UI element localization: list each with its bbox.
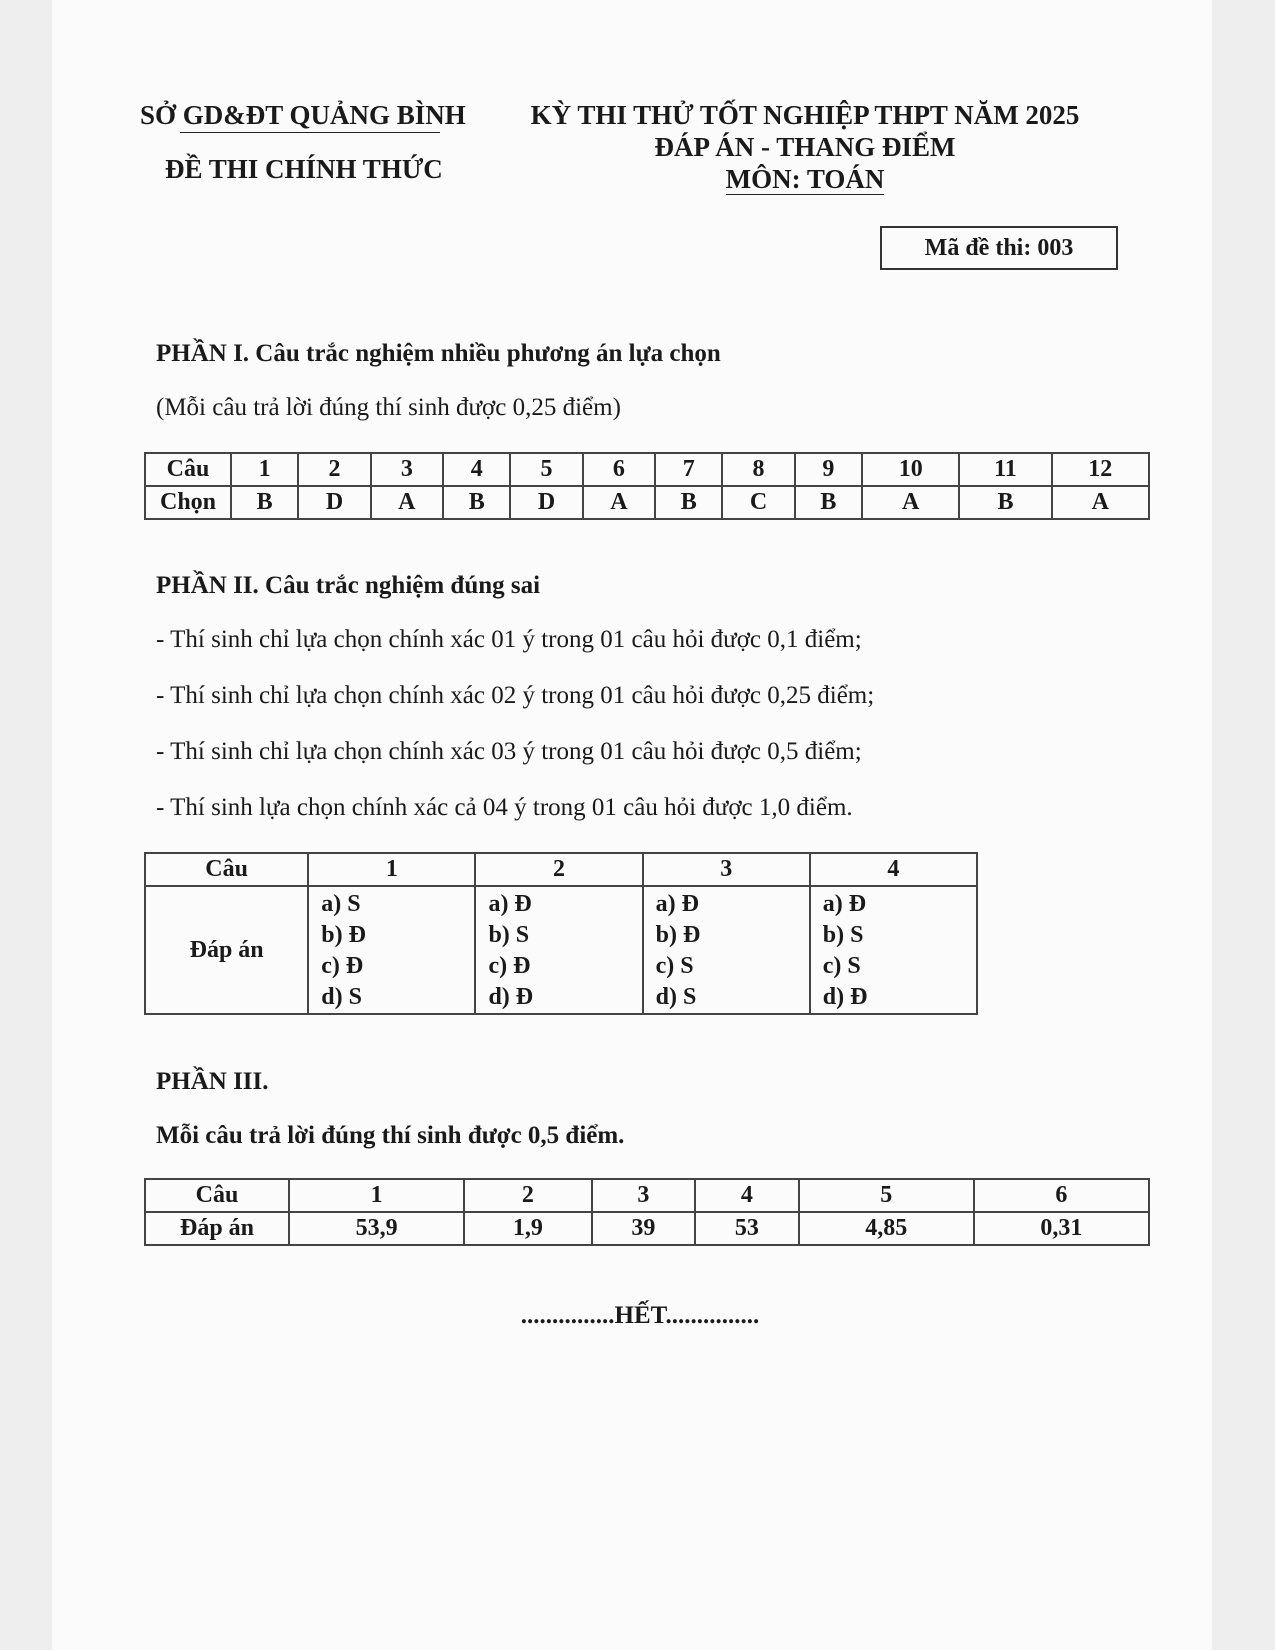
part2-statement-answer: d) S xyxy=(655,984,697,1010)
part3-answer: 53 xyxy=(695,1212,799,1245)
part1-answer: D xyxy=(510,486,582,519)
part1-answer: B xyxy=(443,486,510,519)
part3-answer-header: Đáp án xyxy=(145,1212,289,1245)
part1-answer: B xyxy=(655,486,722,519)
part2-answer-header: Đáp án xyxy=(145,886,308,1014)
part2-answer-cell xyxy=(475,886,642,1014)
exam-title: KỲ THI THỬ TỐT NGHIỆP THPT NĂM 2025 xyxy=(530,100,1080,130)
part1-answer: A xyxy=(862,486,959,519)
part2-answer-cell xyxy=(308,886,475,1014)
part1-question-number: 10 xyxy=(862,453,959,486)
part2-question-header: Câu xyxy=(145,853,308,886)
part1-answer: A xyxy=(1052,486,1149,519)
part2-statement-answer: b) S xyxy=(488,922,530,948)
part3-question-row xyxy=(145,1179,1149,1212)
part3-answer: 1,9 xyxy=(464,1212,591,1245)
part1-answer: B xyxy=(959,486,1051,519)
part3-answer: 53,9 xyxy=(289,1212,464,1245)
exam-code: Mã đề thi: 003 xyxy=(924,235,1074,261)
part2-question-number: 2 xyxy=(475,853,642,886)
part2-statement-answer: b) Đ xyxy=(321,922,366,948)
part2-question-number: 3 xyxy=(643,853,810,886)
part3-question-number: 4 xyxy=(695,1179,799,1212)
part1-answer: C xyxy=(722,486,794,519)
part1-answer: B xyxy=(795,486,862,519)
part2-statement-answer: c) S xyxy=(655,953,694,979)
part2-rule: - Thí sinh chỉ lựa chọn chính xác 03 ý trong 01 câu hỏi được 0,5 điểm; xyxy=(156,738,862,765)
part1-answer-header: Chọn xyxy=(145,486,231,519)
part2-statement-answer: a) Đ xyxy=(822,891,867,917)
part3-question-header: Câu xyxy=(145,1179,289,1212)
part1-question-number: 8 xyxy=(722,453,794,486)
part2-answer-row xyxy=(145,886,977,1014)
part1-answer: B xyxy=(231,486,298,519)
part2-question-row xyxy=(145,853,977,886)
answer-key-title: ĐÁP ÁN - THANG ĐIỂM xyxy=(654,132,956,162)
part3-question-number: 2 xyxy=(464,1179,591,1212)
part3-answer-table xyxy=(144,1178,1150,1246)
part2-statement-answer: c) Đ xyxy=(488,953,531,979)
part3-answer: 0,31 xyxy=(974,1212,1149,1245)
part3-question-number: 6 xyxy=(974,1179,1149,1212)
part1-answer: A xyxy=(371,486,443,519)
subject-label: MÔN: TOÁN xyxy=(725,164,885,194)
part3-question-number: 1 xyxy=(289,1179,464,1212)
part2-statement-answer: d) Đ xyxy=(488,984,534,1010)
part1-answer: A xyxy=(583,486,655,519)
part1-question-number: 1 xyxy=(231,453,298,486)
part2-statement-answer: d) S xyxy=(321,984,362,1010)
part1-answer-row xyxy=(145,486,1149,519)
part2-answer-cell xyxy=(810,886,977,1014)
part1-question-number: 9 xyxy=(795,453,862,486)
part2-statement-answer: a) Đ xyxy=(655,891,699,917)
part2-rule: - Thí sinh lựa chọn chính xác cả 04 ý trong 01 câu hỏi được 1,0 điểm. xyxy=(156,794,853,821)
part1-question-number: 11 xyxy=(959,453,1051,486)
part1-question-number: 12 xyxy=(1052,453,1149,486)
part1-answer-table xyxy=(144,452,1150,520)
part2-statement-answer: c) Đ xyxy=(321,953,364,979)
official-exam-label: ĐỀ THI CHÍNH THỨC xyxy=(165,154,443,184)
part2-rule: - Thí sinh chỉ lựa chọn chính xác 02 ý trong 01 câu hỏi được 0,25 điểm; xyxy=(156,682,875,709)
part3-title: PHẦN III. xyxy=(156,1068,269,1095)
part2-statement-answer: b) Đ xyxy=(655,922,701,948)
part1-answer: D xyxy=(298,486,370,519)
part1-title: PHẦN I. Câu trắc nghiệm nhiều phương án lựa chọn xyxy=(156,340,721,367)
part1-question-number: 5 xyxy=(510,453,582,486)
part3-note: Mỗi câu trả lời đúng thí sinh được 0,5 điểm. xyxy=(156,1122,625,1149)
part1-question-number: 7 xyxy=(655,453,722,486)
part2-statement-answer: a) S xyxy=(321,891,361,917)
part1-note: (Mỗi câu trả lời đúng thí sinh được 0,25 điểm) xyxy=(156,394,621,421)
part2-answer-table xyxy=(144,852,978,1015)
part1-question-number: 6 xyxy=(583,453,655,486)
part2-statement-answer: c) S xyxy=(822,953,861,979)
part3-answer-row xyxy=(145,1212,1149,1245)
part2-statement-answer: b) S xyxy=(822,922,864,948)
department-label: SỞ GD&ĐT QUẢNG BÌNH xyxy=(140,100,466,130)
part3-question-number: 3 xyxy=(592,1179,696,1212)
subject-title xyxy=(520,164,1090,195)
part3-question-number: 5 xyxy=(799,1179,974,1212)
part1-question-row xyxy=(145,453,1149,486)
part1-question-header: Câu xyxy=(145,453,231,486)
part2-statement-answer: d) Đ xyxy=(822,984,868,1010)
department-name xyxy=(140,100,466,131)
part3-answer: 4,85 xyxy=(799,1212,974,1245)
part1-question-number: 3 xyxy=(371,453,443,486)
part1-question-number: 2 xyxy=(298,453,370,486)
part2-statement-answer: a) Đ xyxy=(488,891,532,917)
part2-rule: - Thí sinh chỉ lựa chọn chính xác 01 ý trong 01 câu hỏi được 0,1 điểm; xyxy=(156,626,862,653)
end-marker: ...............HẾT............... xyxy=(520,1302,760,1329)
department-underline xyxy=(180,132,440,133)
part2-question-number: 1 xyxy=(308,853,475,886)
part1-question-number: 4 xyxy=(443,453,510,486)
part2-answer-cell xyxy=(643,886,810,1014)
part2-title: PHẦN II. Câu trắc nghiệm đúng sai xyxy=(156,572,541,599)
part2-question-number: 4 xyxy=(810,853,977,886)
exam-code-box xyxy=(880,226,1118,270)
part3-answer: 39 xyxy=(592,1212,696,1245)
